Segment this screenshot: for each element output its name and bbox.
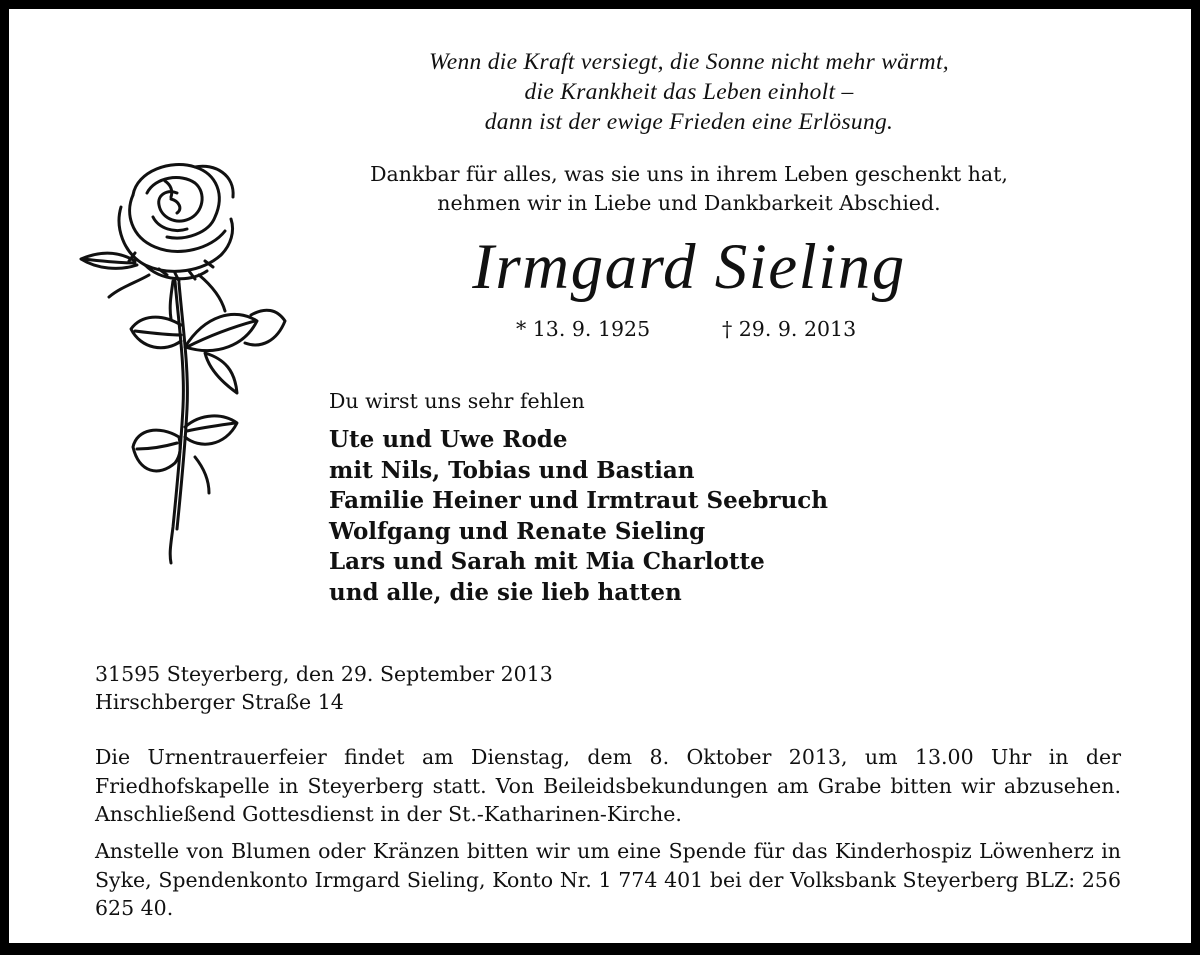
death-date: † 29. 9. 2013 bbox=[722, 317, 857, 341]
mourner-line: Lars und Sarah mit Mia Charlotte bbox=[329, 548, 765, 575]
thanks-text bbox=[289, 160, 1089, 218]
thanks-line: Dankbar für alles, was sie uns in ihrem Leben geschenkt hat, bbox=[370, 162, 1008, 186]
mourner-line: Wolfgang und Renate Sieling bbox=[329, 517, 706, 545]
poem-verse bbox=[309, 47, 1069, 137]
mourners-list bbox=[329, 425, 828, 608]
deceased-name: Irmgard Sieling bbox=[472, 231, 906, 303]
address: Hirschberger Straße 14 bbox=[95, 690, 344, 714]
rose-icon bbox=[75, 157, 290, 567]
mourner-line: Familie Heiner und Irmtraut Seebruch bbox=[329, 487, 829, 514]
farewell-line: Du wirst uns sehr fehlen bbox=[329, 389, 585, 413]
place-date: 31595 Steyerberg, den 29. September 2013 bbox=[95, 662, 553, 686]
ceremony-paragraph: Die Urnentrauerfeier findet am Dienstag, dem 8. Oktober 2013, um 13.00 Uhr in der Friedhofskapelle in Steyerberg statt. Von Beileidsbekundungen am Grabe bitten wir abzusehen. Anschließend Gottesdienst in der St.-Katharinen-Kirche. bbox=[95, 745, 1121, 826]
poem-line: dann ist der ewige Frieden eine Erlösung. bbox=[484, 109, 894, 135]
mourner-line: Ute und Uwe Rode bbox=[329, 426, 568, 453]
poem-line: Wenn die Kraft versiegt, die Sonne nicht mehr wärmt, bbox=[429, 49, 949, 75]
place-block bbox=[95, 660, 553, 716]
birth-date: * 13. 9. 1925 bbox=[516, 317, 651, 341]
mourner-line: und alle, die sie lieb hatten bbox=[329, 578, 682, 606]
mourner-line: mit Nils, Tobias und Bastian bbox=[329, 456, 695, 484]
thanks-line: nehmen wir in Liebe und Dankbarkeit Abschied. bbox=[437, 191, 941, 215]
donation-paragraph: Anstelle von Blumen oder Kränzen bitten wir um eine Spende für das Kinderhospiz Löwenherz in Syke, Spendenkonto Irmgard Sieling, Konto Nr. 1 774 401 bei der Volksbank Steyerberg BLZ: 256 625 40. bbox=[95, 839, 1121, 920]
poem-line: die Krankheit das Leben einholt – bbox=[524, 79, 854, 105]
